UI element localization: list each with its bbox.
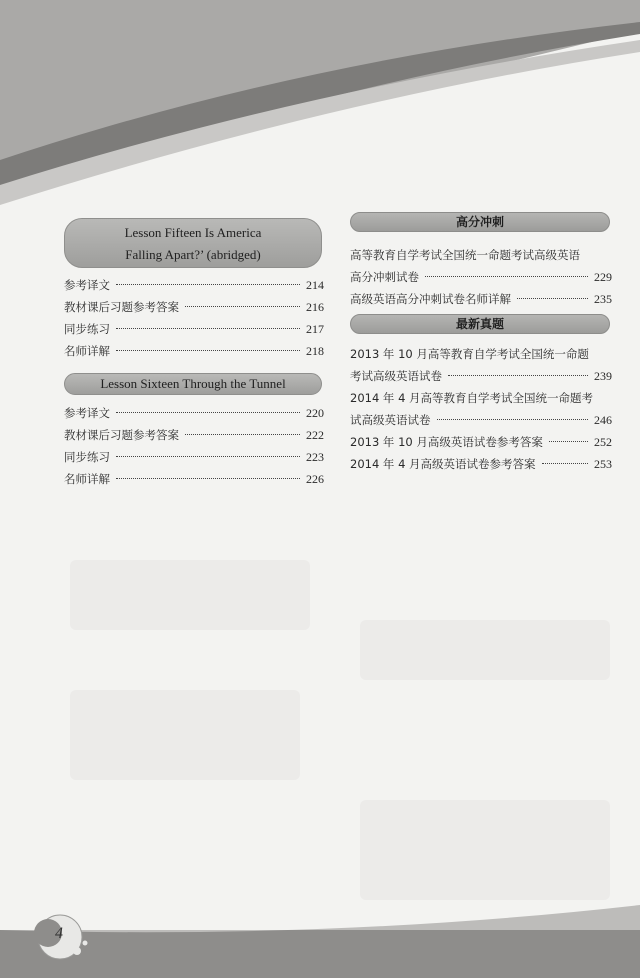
toc-entry-page: 239 bbox=[594, 369, 612, 383]
leader-dots bbox=[185, 433, 300, 435]
leader-dots bbox=[116, 455, 300, 457]
toc-entry[interactable] bbox=[64, 274, 324, 296]
leader-dots bbox=[116, 283, 300, 285]
toc-entry[interactable] bbox=[350, 387, 612, 431]
toc-entry-label-cont: 高分冲刺试卷 bbox=[350, 270, 419, 284]
leader-dots bbox=[437, 418, 589, 420]
section-title-sprint: 高分冲刺 bbox=[350, 212, 610, 232]
leader-dots bbox=[542, 462, 588, 464]
toc-entry-label-cont: 考试高级英语试卷 bbox=[350, 369, 442, 383]
toc-entry-label: 同步练习 bbox=[64, 450, 110, 464]
toc-entry-label: 2013 年 10 月高等教育自学考试全国统一命题 bbox=[350, 347, 589, 361]
bleed-through-block bbox=[360, 620, 610, 680]
toc-entry-page: 216 bbox=[306, 300, 324, 314]
lesson-16-title bbox=[64, 373, 322, 395]
leader-dots bbox=[549, 440, 588, 442]
leader-dots bbox=[517, 297, 588, 299]
toc-entry-page: 222 bbox=[306, 428, 324, 442]
toc-entry-label: 名师详解 bbox=[64, 472, 110, 486]
toc-entry[interactable] bbox=[64, 296, 324, 318]
toc-entry-page: 253 bbox=[594, 457, 612, 471]
toc-entry[interactable] bbox=[350, 288, 612, 310]
toc-entry-label: 同步练习 bbox=[64, 322, 110, 336]
section-title-latest-exams: 最新真题 bbox=[350, 314, 610, 334]
leader-dots bbox=[116, 349, 300, 351]
bleed-through-block bbox=[70, 690, 300, 780]
toc-entry-line bbox=[350, 343, 612, 365]
lesson-15-title-line2: Falling Apart?’ (abridged) bbox=[125, 247, 261, 262]
toc-entry-line bbox=[350, 409, 612, 431]
lesson-16-title-text: Lesson Sixteen Through the Tunnel bbox=[100, 376, 286, 391]
toc-entry-line bbox=[350, 266, 612, 288]
lesson-16-entries bbox=[64, 402, 324, 490]
bleed-through-block bbox=[360, 800, 610, 900]
toc-entry-line bbox=[350, 365, 612, 387]
toc-entry[interactable] bbox=[64, 402, 324, 424]
toc-entry-label: 名师详解 bbox=[64, 344, 110, 358]
leader-dots bbox=[116, 327, 300, 329]
toc-entry-label-cont: 试高级英语试卷 bbox=[350, 413, 431, 427]
toc-entry-page: 223 bbox=[306, 450, 324, 464]
toc-entry-line bbox=[350, 244, 612, 266]
leader-dots bbox=[185, 305, 300, 307]
bleed-through-block bbox=[70, 560, 310, 630]
toc-entry[interactable] bbox=[64, 446, 324, 468]
toc-entry-page: 220 bbox=[306, 406, 324, 420]
toc-entry-label: 2013 年 10 月高级英语试卷参考答案 bbox=[350, 435, 543, 449]
lesson-15-title-line1: Lesson Fifteen Is America bbox=[124, 225, 262, 240]
toc-entry[interactable] bbox=[350, 244, 612, 288]
toc-entry[interactable] bbox=[350, 453, 612, 475]
toc-entry-label: 教材课后习题参考答案 bbox=[64, 428, 179, 442]
toc-entry-page: 217 bbox=[306, 322, 324, 336]
toc-entry-line bbox=[350, 387, 612, 409]
toc-entry-line bbox=[350, 453, 612, 475]
toc-entry-label: 参考译文 bbox=[64, 406, 110, 420]
page-number: 4 bbox=[55, 925, 63, 942]
toc-entry-label: 高级英语高分冲刺试卷名师详解 bbox=[350, 292, 511, 306]
toc-entry[interactable] bbox=[64, 318, 324, 340]
leader-dots bbox=[116, 411, 300, 413]
toc-entry-line bbox=[350, 431, 612, 453]
lesson-15-title bbox=[64, 218, 322, 268]
toc-entry-page: 214 bbox=[306, 278, 324, 292]
toc-entry-label: 参考译文 bbox=[64, 278, 110, 292]
toc-entry[interactable] bbox=[350, 431, 612, 453]
toc-entry-page: 226 bbox=[306, 472, 324, 486]
toc-entry-label: 2014 年 4 月高等教育自学考试全国统一命题考 bbox=[350, 391, 594, 405]
toc-entry-label: 2014 年 4 月高级英语试卷参考答案 bbox=[350, 457, 536, 471]
lesson-15-entries bbox=[64, 274, 324, 362]
toc-entry-label: 高等教育自学考试全国统一命题考试高级英语 bbox=[350, 248, 580, 262]
leader-dots bbox=[425, 275, 588, 277]
toc-entry-line bbox=[350, 288, 612, 310]
toc-entry-page: 235 bbox=[594, 292, 612, 306]
toc-entry[interactable] bbox=[64, 340, 324, 362]
toc-entry[interactable] bbox=[64, 468, 324, 490]
toc-entry-label: 教材课后习题参考答案 bbox=[64, 300, 179, 314]
toc-entry-page: 246 bbox=[594, 413, 612, 427]
leader-dots bbox=[448, 374, 588, 376]
toc-entry-page: 252 bbox=[594, 435, 612, 449]
toc-entry-page: 218 bbox=[306, 344, 324, 358]
leader-dots bbox=[116, 477, 300, 479]
toc-entry-page: 229 bbox=[594, 270, 612, 284]
toc-entry[interactable] bbox=[64, 424, 324, 446]
toc-entry[interactable] bbox=[350, 343, 612, 387]
